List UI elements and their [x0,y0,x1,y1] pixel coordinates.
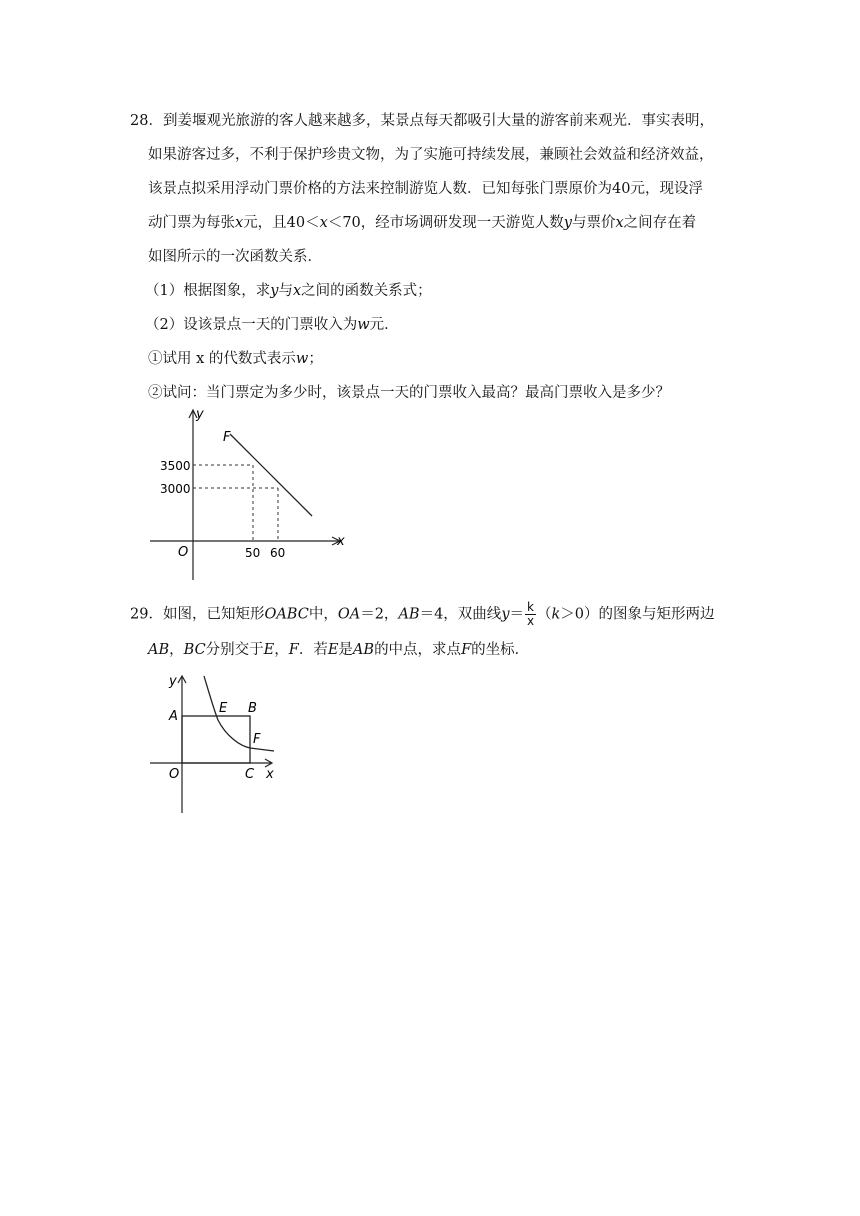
q28-subquestion-2-2: ②试问：当门票定为多少时，该景点一天的门票收入最高？最高门票收入是多少？ [148,385,670,401]
q28-y-tick-3500: 3500 [160,459,191,473]
q29-x-label: x [266,767,274,782]
q28-line-3: 该景点拟采用浮动门票价格的方法来控制游览人数．已知每张门票原价为40元，现设浮 [148,181,703,197]
q28-y-tick-3000: 3000 [160,482,191,496]
q28-line-1: 28．到姜堰观光旅游的客人越来越多，某景点每天都吸引大量的游客前来观光．事实表明， [130,113,714,129]
q29-label-E: E [219,701,228,716]
q29-label-A: A [169,709,178,724]
q28-line-label: F [223,430,231,445]
q28-x-label: x [337,534,345,549]
q29-hyperbola [204,676,274,751]
q28-subquestion-2: （2）设该景点一天的门票收入为w元． [145,317,399,333]
q29-graph [146,668,286,816]
q28-subquestion-1: （1）根据图象，求y与x之间的函数关系式； [145,283,432,299]
q28-line-5: 如图所示的一次函数关系． [148,249,322,265]
q28-x-tick-50: 50 [245,546,261,560]
q29-label-F: F [253,732,261,747]
q28-graph [146,404,346,584]
q28-line-4: 动门票为每张x元，且40＜x＜70，经市场调研发现一天游览人数y与票价x之间存在着 [148,215,697,231]
q28-subquestion-2-1: ①试用 x 的代数式表示w； [148,351,323,367]
q29-label-B: B [248,701,257,716]
q29-y-label: y [169,674,177,689]
q29-label-C: C [245,767,255,782]
q28-function-line [230,434,312,516]
fraction-k-over-x: $\frac{k}{x}$ [526,600,535,628]
q28-origin-label: O [178,545,189,560]
q28-line-2: 如果游客过多，不利于保护珍贵文物，为了实施可持续发展，兼顾社会效益和经济效益， [148,147,714,163]
q28-x-tick-60: 60 [270,546,286,560]
q29-line-1: 29．如图，已知矩形OABC中，OA＝2，AB＝4，双曲线y＝ $\frac{k}{x}$ （k＞0）的图象与矩形两边 [130,600,715,628]
q29-label-O: O [169,767,180,782]
q29-line-2: AB，BC分别交于E，F．若E是AB的中点，求点F的坐标． [148,642,530,658]
q28-y-label: y [196,407,204,422]
q29-rectangle-OABC [182,716,250,763]
